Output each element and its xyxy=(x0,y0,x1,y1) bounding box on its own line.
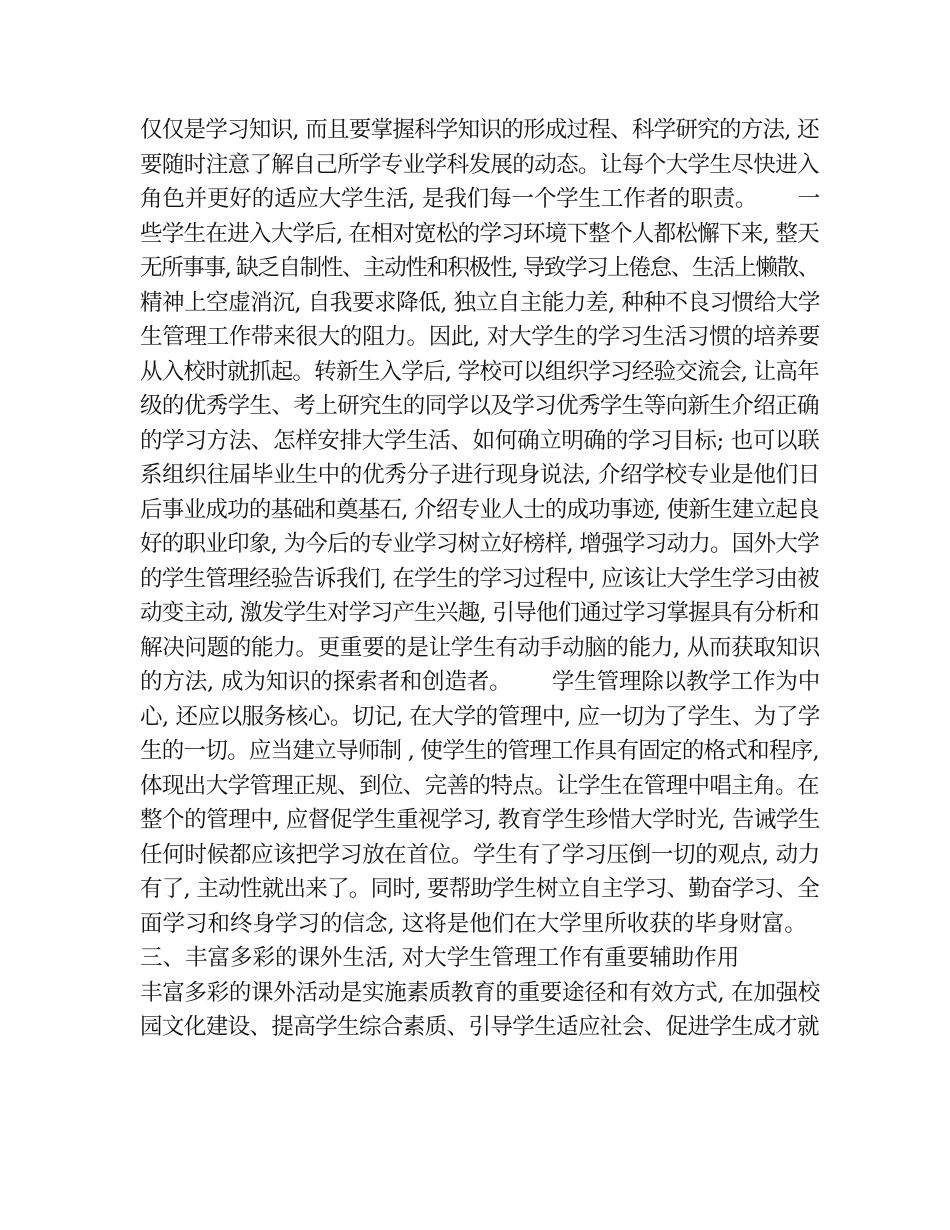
text-line: 园文化建设、提高学生综合素质、引导学生适应社会、促进学生成才就 xyxy=(140,1014,819,1040)
text-line: 的学生管理经验告诉我们, 在学生的学习过程中, 应该让大学生学习由被 xyxy=(140,565,819,592)
text-line: 些学生在进入大学后, 在相对宽松的学习环境下整个人都松懈下来, 整天 xyxy=(140,220,819,247)
text-line: 的学习方法、怎样安排大学生活、如何确立明确的学习目标; 也可以联 xyxy=(140,427,820,454)
text-line: 级的优秀学生、考上研究生的同学以及学习优秀学生等向新生介绍正确 xyxy=(140,393,819,419)
text-line: 从入校时就抓起。转新生入学后, 学校可以组织学习经验交流会, 让高年 xyxy=(140,358,819,385)
text-line: 精神上空虚消沉, 自我要求降低, 独立自主能力差, 种种不良习惯给大学 xyxy=(140,289,820,316)
text-line: 的方法, 成为知识的探索者和创造者。 学生管理除以教学工作为中 xyxy=(140,669,820,695)
text-line: 有了, 主动性就出来了。同时, 要帮助学生树立自主学习、勤奋学习、全 xyxy=(140,876,819,902)
text-line: 心, 还应以服务核心。切记, 在大学的管理中, 应一切为了学生、为了学 xyxy=(140,703,820,730)
text-line: 面学习和终身学习的信念, 这将是他们在大学里所收获的毕身财富。 xyxy=(140,910,807,937)
text-line: 无所事事, 缺乏自制性、主动性和积极性, 导致学习上倦怠、生活上懒散、 xyxy=(140,255,819,281)
text-line: 解决问题的能力。更重要的是让学生有动手动脑的能力, 从而获取知识 xyxy=(140,634,820,661)
text-line: 生的一切。应当建立导师制 , 使学生的管理工作具有固定的格式和程序, xyxy=(140,738,819,764)
text-line: 系组织往届毕业生中的优秀分子进行现身说法, 介绍学校专业是他们日 xyxy=(140,462,820,488)
text-line: 体现出大学管理正规、到位、完善的特点。让学生在管理中唱主角。在 xyxy=(140,772,819,799)
text-line: 仅仅是学习知识, 而且要掌握科学知识的形成过程、科学研究的方法, 还 xyxy=(140,117,819,143)
text-line: 动变主动, 激发学生对学习产生兴趣, 引导他们通过学习掌握具有分析和 xyxy=(140,600,819,626)
text-line: 后事业成功的基础和奠基石, 介绍专业人士的成功事迹, 使新生建立起良 xyxy=(140,496,819,523)
text-line: 生管理工作带来很大的阻力。因此, 对大学生的学习生活习惯的培养要 xyxy=(140,324,820,350)
text-line: 任何时候都应该把学习放在首位。学生有了学习压倒一切的观点, 动力 xyxy=(140,841,820,868)
text-line: 丰富多彩的课外活动是实施素质教育的重要途径和有效方式, 在加强校 xyxy=(140,979,820,1006)
text-line: 要随时注意了解自己所学专业学科发展的动态。让每个大学生尽快进入 xyxy=(140,151,819,178)
text-line: 三、丰富多彩的课外生活, 对大学生管理工作有重要辅助作用 xyxy=(140,945,740,971)
text-line: 好的职业印象, 为今后的专业学习树立好榜样, 增强学习动力。国外大学 xyxy=(140,531,819,557)
text-line: 整个的管理中, 应督促学生重视学习, 教育学生珍惜大学时光, 告诫学生 xyxy=(140,807,820,833)
text-line: 角色并更好的适应大学生活, 是我们每一个学生工作者的职责。 一 xyxy=(140,186,820,212)
body-text xyxy=(140,113,820,1045)
